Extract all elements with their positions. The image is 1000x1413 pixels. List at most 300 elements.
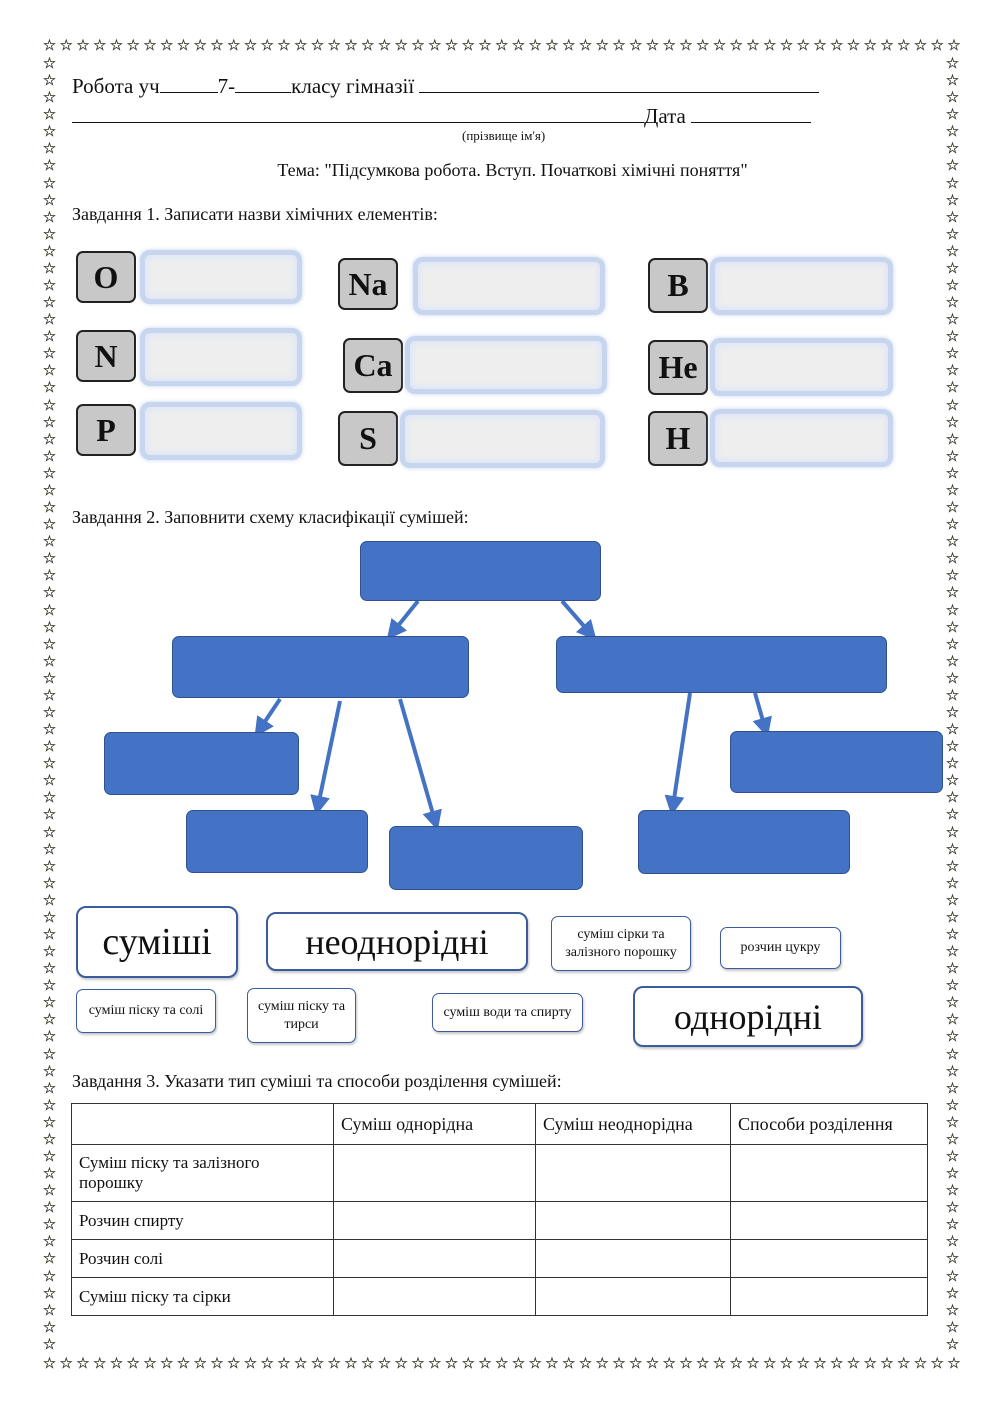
star-icon: ☆ (945, 1010, 960, 1029)
star-icon: ☆ (945, 310, 960, 329)
star-icon: ☆ (945, 1300, 960, 1319)
header-cell-empty (72, 1104, 334, 1145)
star-icon: ☆ (880, 1354, 894, 1372)
star-icon: ☆ (42, 224, 57, 243)
star-icon: ☆ (629, 36, 643, 54)
star-icon: ☆ (813, 36, 827, 54)
star-icon: ☆ (42, 1147, 57, 1165)
star-icon: ☆ (42, 702, 57, 721)
star-icon: ☆ (696, 36, 710, 54)
star-icon: ☆ (42, 36, 57, 54)
star-icon: ☆ (42, 310, 57, 329)
task2-title: Завдання 2. Заповнити схему класифікації сумішей: (72, 507, 469, 527)
star-icon: ☆ (945, 190, 960, 209)
header-cell-heterogeneous: Суміш неоднорідна (536, 1104, 731, 1145)
star-icon: ☆ (629, 1354, 643, 1372)
star-icon: ☆ (411, 1354, 425, 1372)
star-icon: ☆ (461, 1354, 475, 1372)
table-row (72, 1240, 928, 1278)
student-line (72, 74, 819, 99)
card-sumishi[interactable]: суміші (76, 906, 238, 978)
star-icon: ☆ (42, 361, 57, 380)
star-icon: ☆ (945, 1095, 960, 1114)
star-border-right (945, 56, 960, 1352)
star-icon: ☆ (945, 942, 960, 961)
star-icon: ☆ (945, 549, 960, 568)
star-icon: ☆ (945, 54, 960, 72)
arrow-right-2 (755, 693, 765, 728)
star-icon: ☆ (42, 122, 57, 141)
card-sirka-zalizo[interactable]: суміш сірки та залізного порошку (551, 916, 691, 971)
star-icon: ☆ (545, 1354, 559, 1372)
element-answer-na[interactable] (413, 257, 605, 315)
star-icon: ☆ (945, 446, 960, 465)
star-icon: ☆ (945, 412, 960, 431)
star-icon: ☆ (42, 395, 57, 414)
star-icon: ☆ (945, 327, 960, 346)
star-icon: ☆ (495, 36, 509, 54)
star-icon: ☆ (945, 651, 960, 670)
cell-heterogeneous[interactable] (536, 1278, 731, 1316)
star-border-bottom (42, 1356, 962, 1371)
star-icon: ☆ (193, 1354, 207, 1372)
star-icon: ☆ (42, 1334, 57, 1353)
card-rozchyn-tsukru[interactable]: розчин цукру (720, 927, 841, 969)
star-icon: ☆ (679, 1354, 693, 1372)
star-icon: ☆ (945, 720, 960, 739)
star-icon: ☆ (93, 36, 107, 54)
element-tile-na: Na (338, 258, 398, 310)
star-icon: ☆ (796, 36, 810, 54)
diagram-box-root[interactable] (360, 541, 601, 601)
star-icon: ☆ (42, 1129, 57, 1148)
star-icon: ☆ (945, 839, 960, 858)
star-icon: ☆ (746, 1354, 760, 1372)
star-icon: ☆ (945, 1266, 960, 1285)
mixture-table (71, 1103, 928, 1316)
star-icon: ☆ (42, 1249, 57, 1268)
star-icon: ☆ (243, 36, 258, 54)
star-icon: ☆ (294, 36, 308, 54)
star-icon: ☆ (76, 1354, 90, 1372)
star-icon: ☆ (327, 1354, 341, 1372)
star-icon: ☆ (945, 1078, 960, 1097)
star-icon: ☆ (679, 36, 693, 54)
line1-suffix: класу гімназії (291, 74, 415, 98)
star-icon: ☆ (830, 36, 844, 54)
star-icon: ☆ (595, 36, 609, 54)
star-icon: ☆ (945, 344, 960, 363)
cell-heterogeneous[interactable] (536, 1202, 731, 1240)
star-icon: ☆ (945, 293, 960, 312)
star-icon: ☆ (880, 36, 894, 54)
star-icon: ☆ (528, 1354, 542, 1372)
star-icon: ☆ (930, 1354, 944, 1372)
star-icon: ☆ (662, 36, 676, 54)
star-icon: ☆ (59, 36, 73, 54)
star-icon: ☆ (945, 1112, 960, 1131)
cell-homogeneous[interactable] (334, 1145, 536, 1202)
line1-class-num: 7- (217, 74, 236, 98)
star-icon: ☆ (42, 1010, 57, 1029)
star-icon: ☆ (945, 1061, 960, 1080)
star-icon: ☆ (562, 1354, 576, 1372)
star-icon: ☆ (945, 1317, 960, 1336)
star-icon: ☆ (796, 1354, 810, 1372)
star-icon: ☆ (813, 1354, 827, 1372)
star-icon: ☆ (945, 702, 960, 721)
diagram-box-left-a[interactable] (104, 732, 299, 795)
star-icon: ☆ (42, 720, 57, 739)
star-icon: ☆ (42, 617, 57, 636)
cell-homogeneous[interactable] (334, 1202, 536, 1240)
star-icon: ☆ (42, 1027, 57, 1046)
star-icon: ☆ (361, 1354, 375, 1372)
table-row (72, 1202, 928, 1240)
diagram-box-level1-right[interactable] (556, 636, 887, 693)
cell-heterogeneous[interactable] (536, 1240, 731, 1278)
star-icon: ☆ (76, 36, 90, 54)
topic: Тема: "Підсумкова робота. Вступ. Початкові хімічні поняття" (277, 160, 748, 180)
star-icon: ☆ (945, 617, 960, 636)
star-icon: ☆ (945, 1027, 960, 1046)
element-answer-p[interactable] (140, 402, 302, 460)
diagram-box-left-c[interactable] (389, 826, 583, 890)
cell-homogeneous[interactable] (334, 1278, 536, 1316)
star-icon: ☆ (126, 36, 140, 54)
star-icon: ☆ (109, 36, 124, 54)
star-icon: ☆ (126, 1354, 140, 1372)
star-icon: ☆ (945, 515, 960, 534)
star-icon: ☆ (411, 36, 425, 54)
star-icon: ☆ (945, 924, 960, 943)
star-icon: ☆ (42, 959, 57, 978)
star-icon: ☆ (42, 1198, 57, 1217)
blank-date[interactable] (691, 104, 811, 123)
star-icon: ☆ (947, 36, 961, 54)
element-answer-o[interactable] (140, 250, 302, 304)
star-icon: ☆ (42, 71, 57, 90)
header-cell-separation: Способи розділення (731, 1104, 928, 1145)
element-answer-n[interactable] (140, 328, 302, 386)
star-icon: ☆ (696, 1354, 710, 1372)
header-cell-homogeneous: Суміш однорідна (334, 1104, 536, 1145)
star-icon: ☆ (945, 566, 960, 585)
star-icon: ☆ (945, 1129, 960, 1148)
task3-title: Завдання 3. Указати тип суміші та способи розділення сумішей: (72, 1071, 562, 1091)
star-icon: ☆ (42, 344, 57, 363)
element-tile-p: P (76, 404, 136, 456)
blank-name[interactable] (72, 104, 644, 123)
star-icon: ☆ (42, 890, 57, 909)
star-icon: ☆ (93, 1354, 107, 1372)
card-odnoridni[interactable]: однорідні (633, 986, 863, 1047)
star-icon: ☆ (327, 36, 341, 54)
card-voda-spyrt[interactable]: суміш води та спирту (432, 993, 583, 1032)
star-icon: ☆ (578, 36, 593, 54)
star-icon: ☆ (260, 36, 274, 54)
star-icon: ☆ (42, 668, 57, 687)
star-icon: ☆ (945, 805, 960, 824)
star-icon: ☆ (945, 737, 960, 756)
star-icon: ☆ (945, 1334, 960, 1353)
blank-class-letter[interactable] (235, 74, 291, 93)
star-icon: ☆ (945, 276, 960, 295)
star-icon: ☆ (42, 839, 57, 858)
star-icon: ☆ (42, 873, 57, 892)
task1-title: Завдання 1. Записати назви хімічних елементів: (72, 204, 438, 224)
star-icon: ☆ (42, 685, 57, 704)
star-icon: ☆ (210, 1354, 224, 1372)
diagram-box-level1-left[interactable] (172, 636, 469, 698)
star-icon: ☆ (42, 480, 57, 499)
star-icon: ☆ (42, 856, 57, 875)
star-icon: ☆ (361, 36, 375, 54)
star-icon: ☆ (344, 1354, 358, 1372)
cell-separation[interactable] (731, 1202, 928, 1240)
star-icon: ☆ (945, 771, 960, 790)
table-row (72, 1278, 928, 1316)
star-icon: ☆ (945, 1215, 960, 1234)
name-line (72, 104, 811, 129)
star-icon: ☆ (42, 532, 57, 551)
cell-separation[interactable] (731, 1278, 928, 1316)
star-icon: ☆ (42, 924, 57, 943)
star-icon: ☆ (42, 378, 57, 397)
star-icon: ☆ (945, 378, 960, 397)
star-icon: ☆ (42, 276, 57, 295)
star-icon: ☆ (42, 446, 57, 465)
star-icon: ☆ (394, 1354, 408, 1372)
star-icon: ☆ (42, 1044, 57, 1063)
element-answer-he[interactable] (710, 338, 893, 396)
star-icon: ☆ (945, 907, 960, 926)
star-icon: ☆ (42, 1354, 57, 1372)
star-icon: ☆ (42, 1266, 57, 1285)
star-icon: ☆ (193, 36, 207, 54)
blank-student[interactable] (160, 74, 218, 93)
star-icon: ☆ (945, 788, 960, 807)
star-icon: ☆ (42, 822, 57, 841)
element-tile-h: H (648, 411, 708, 466)
star-icon: ☆ (42, 1112, 57, 1131)
cell-separation[interactable] (731, 1145, 928, 1202)
star-icon: ☆ (277, 1354, 291, 1372)
star-icon: ☆ (945, 668, 960, 687)
star-icon: ☆ (227, 36, 241, 54)
element-tile-s: S (338, 411, 398, 466)
star-icon: ☆ (42, 207, 57, 226)
star-icon: ☆ (511, 36, 526, 54)
row-label: Суміш піску та залізного порошку (72, 1145, 334, 1202)
star-icon: ☆ (243, 1354, 258, 1372)
line1-prefix: Робота уч (72, 74, 160, 98)
star-icon: ☆ (42, 173, 57, 192)
cell-heterogeneous[interactable] (536, 1145, 731, 1202)
star-icon: ☆ (945, 600, 960, 619)
star-icon: ☆ (461, 36, 475, 54)
star-icon: ☆ (945, 1232, 960, 1251)
star-icon: ☆ (42, 737, 57, 756)
element-tile-ca: Ca (343, 338, 403, 393)
star-icon: ☆ (945, 754, 960, 773)
blank-school[interactable] (419, 74, 819, 93)
star-icon: ☆ (42, 156, 57, 175)
star-icon: ☆ (42, 993, 57, 1012)
star-icon: ☆ (42, 1232, 57, 1251)
star-icon: ☆ (945, 873, 960, 892)
star-icon: ☆ (377, 1354, 392, 1372)
star-icon: ☆ (612, 1354, 626, 1372)
star-icon: ☆ (42, 498, 57, 517)
date-label: Дата (644, 104, 686, 128)
star-icon: ☆ (160, 36, 174, 54)
star-icon: ☆ (945, 395, 960, 414)
star-icon: ☆ (42, 190, 57, 209)
row-label: Розчин спирту (72, 1202, 334, 1240)
star-icon: ☆ (779, 1354, 794, 1372)
element-answer-b[interactable] (710, 257, 893, 315)
arrow-left-2 (318, 701, 340, 806)
star-icon: ☆ (779, 36, 794, 54)
star-icon: ☆ (945, 532, 960, 551)
star-icon: ☆ (595, 1354, 609, 1372)
star-icon: ☆ (945, 822, 960, 841)
star-icon: ☆ (42, 258, 57, 277)
star-icon: ☆ (528, 36, 542, 54)
star-icon: ☆ (645, 1354, 660, 1372)
star-icon: ☆ (945, 634, 960, 653)
star-icon: ☆ (260, 1354, 274, 1372)
element-tile-n: N (76, 330, 136, 382)
star-icon: ☆ (42, 651, 57, 670)
star-icon: ☆ (945, 71, 960, 90)
star-icon: ☆ (763, 36, 777, 54)
star-icon: ☆ (42, 907, 57, 926)
star-icon: ☆ (42, 54, 57, 72)
element-tile-o: O (76, 251, 136, 303)
star-icon: ☆ (42, 805, 57, 824)
star-icon: ☆ (945, 1044, 960, 1063)
star-icon: ☆ (945, 361, 960, 380)
card-pisok-tyrsa[interactable]: суміш піску та тирси (247, 988, 356, 1043)
star-icon: ☆ (945, 122, 960, 141)
star-icon: ☆ (495, 1354, 509, 1372)
star-icon: ☆ (143, 1354, 157, 1372)
row-label: Розчин солі (72, 1240, 334, 1278)
star-icon: ☆ (42, 976, 57, 995)
card-neodnoridni[interactable]: неоднорідні (266, 912, 528, 971)
diagram-box-right-a[interactable] (730, 731, 943, 793)
star-icon: ☆ (945, 156, 960, 175)
star-icon: ☆ (42, 788, 57, 807)
star-icon: ☆ (945, 1283, 960, 1302)
star-icon: ☆ (729, 36, 743, 54)
star-icon: ☆ (662, 1354, 676, 1372)
star-icon: ☆ (947, 1354, 961, 1372)
arrow-root-right (562, 601, 590, 633)
star-icon: ☆ (42, 1283, 57, 1302)
star-icon: ☆ (945, 959, 960, 978)
star-icon: ☆ (310, 36, 325, 54)
star-icon: ☆ (945, 139, 960, 158)
star-icon: ☆ (377, 36, 392, 54)
star-icon: ☆ (511, 1354, 526, 1372)
star-icon: ☆ (160, 1354, 174, 1372)
star-icon: ☆ (428, 36, 442, 54)
row-label: Суміш піску та сірки (72, 1278, 334, 1316)
star-icon: ☆ (42, 771, 57, 790)
star-icon: ☆ (478, 36, 492, 54)
star-icon: ☆ (294, 1354, 308, 1372)
star-icon: ☆ (945, 976, 960, 995)
arrow-left-3 (400, 699, 435, 821)
star-icon: ☆ (444, 36, 459, 54)
star-icon: ☆ (42, 566, 57, 585)
name-hint: (прізвище ім'я) (462, 128, 546, 143)
star-icon: ☆ (428, 1354, 442, 1372)
star-icon: ☆ (42, 241, 57, 260)
star-icon: ☆ (42, 327, 57, 346)
card-pisok-sil[interactable]: суміш піску та солі (76, 989, 216, 1033)
star-icon: ☆ (945, 173, 960, 192)
star-icon: ☆ (945, 498, 960, 517)
diagram-box-right-b[interactable] (638, 810, 850, 874)
star-icon: ☆ (945, 1198, 960, 1217)
arrow-right-1 (673, 693, 690, 806)
star-icon: ☆ (562, 36, 576, 54)
star-icon: ☆ (945, 1181, 960, 1200)
star-icon: ☆ (712, 1354, 727, 1372)
star-icon: ☆ (945, 241, 960, 260)
star-icon: ☆ (746, 36, 760, 54)
cell-separation[interactable] (731, 1240, 928, 1278)
star-icon: ☆ (42, 139, 57, 158)
star-icon: ☆ (830, 1354, 844, 1372)
star-icon: ☆ (945, 88, 960, 107)
star-icon: ☆ (59, 1354, 73, 1372)
star-icon: ☆ (42, 634, 57, 653)
star-icon: ☆ (42, 412, 57, 431)
star-icon: ☆ (109, 1354, 124, 1372)
star-icon: ☆ (42, 515, 57, 534)
arrow-left-1 (260, 699, 280, 729)
element-answer-ca[interactable] (405, 336, 607, 394)
star-icon: ☆ (846, 1354, 861, 1372)
star-icon: ☆ (42, 1181, 57, 1200)
star-icon: ☆ (945, 463, 960, 482)
element-answer-h[interactable] (710, 409, 893, 467)
star-icon: ☆ (227, 1354, 241, 1372)
star-icon: ☆ (763, 1354, 777, 1372)
star-icon: ☆ (176, 36, 191, 54)
star-icon: ☆ (42, 1061, 57, 1080)
star-icon: ☆ (945, 1147, 960, 1165)
star-icon: ☆ (897, 36, 911, 54)
star-icon: ☆ (913, 1354, 928, 1372)
star-icon: ☆ (945, 105, 960, 124)
star-icon: ☆ (42, 1078, 57, 1097)
star-icon: ☆ (612, 36, 626, 54)
arrow-root-left (393, 601, 418, 632)
cell-homogeneous[interactable] (334, 1240, 536, 1278)
star-icon: ☆ (42, 463, 57, 482)
element-answer-s[interactable] (400, 410, 605, 468)
diagram-box-left-b[interactable] (186, 810, 368, 873)
star-icon: ☆ (277, 36, 291, 54)
star-icon: ☆ (945, 1164, 960, 1183)
star-icon: ☆ (42, 293, 57, 312)
